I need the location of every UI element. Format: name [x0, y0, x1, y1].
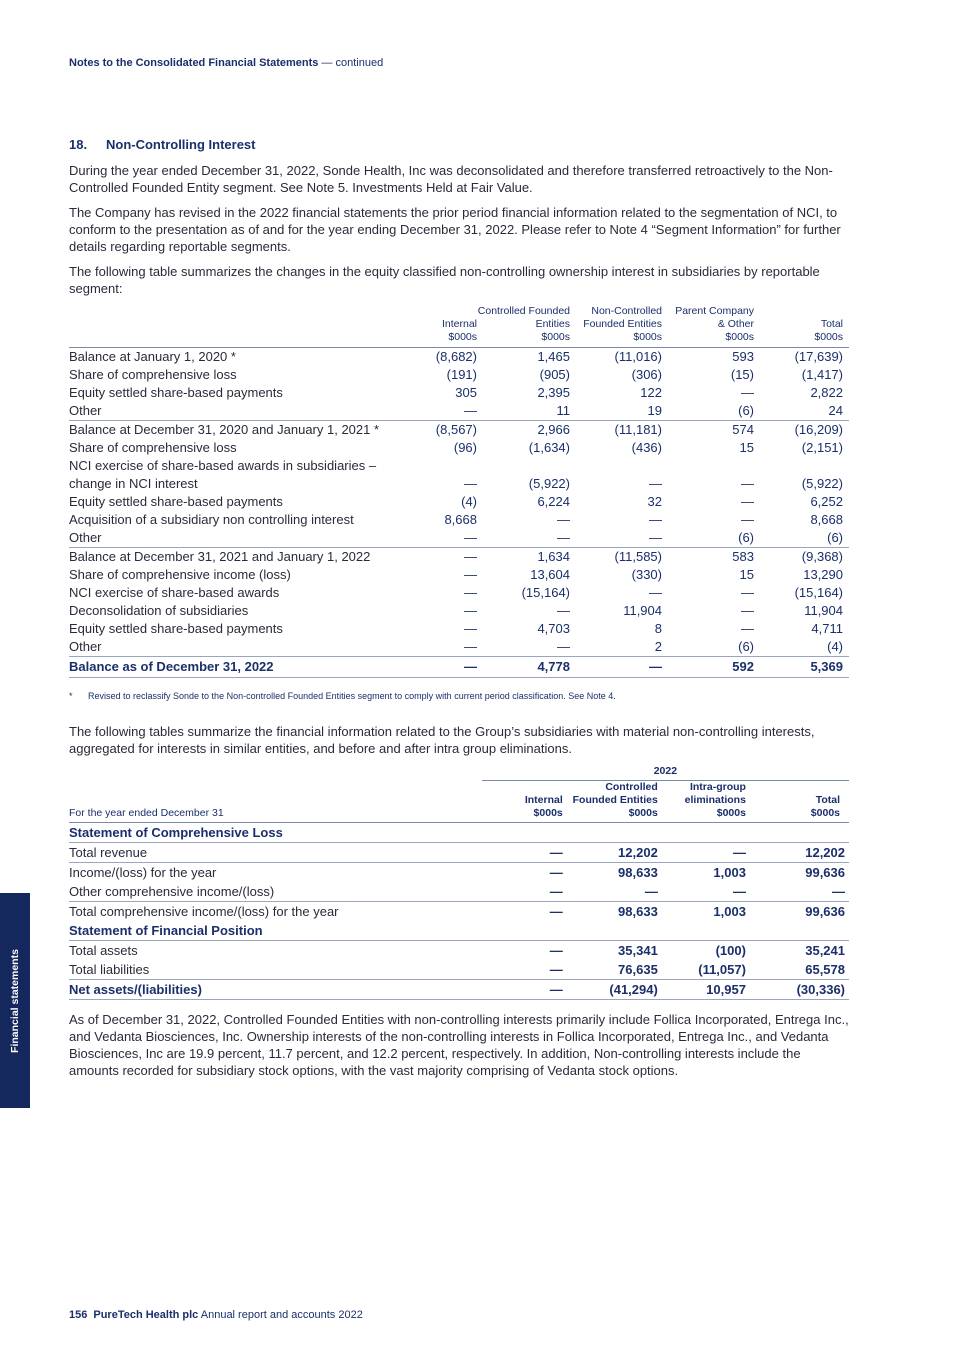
- table-cell: (2,151): [801, 440, 843, 455]
- header-suffix: — continued: [318, 57, 384, 69]
- table-cell: —: [549, 865, 563, 880]
- row-label: Share of comprehensive loss: [69, 367, 237, 382]
- table-cell: 32: [647, 494, 662, 509]
- table-cell: (96): [453, 440, 477, 455]
- table-cell: —: [549, 904, 563, 919]
- table-cell: 8: [654, 621, 662, 636]
- section-heading: [69, 136, 849, 153]
- table-cell: —: [464, 603, 477, 618]
- column-header: Non-Controlled Founded Entities $000s: [583, 305, 662, 343]
- subsidiary-financials-table: [69, 765, 849, 1000]
- table-cell: 1,003: [713, 904, 746, 919]
- header-title: Notes to the Consolidated Financial Statements: [69, 57, 319, 69]
- table-cell: —: [464, 530, 477, 545]
- table-cell: (4): [827, 639, 843, 654]
- table-cell: 122: [640, 385, 662, 400]
- row-label: Equity settled share-based payments: [69, 494, 283, 509]
- table-cell: 65,578: [805, 962, 845, 977]
- table-header-row: [69, 305, 849, 348]
- table-cell: (30,336): [796, 982, 845, 997]
- table-cell: 6,224: [537, 494, 570, 509]
- table-cell: 15: [739, 567, 754, 582]
- table-cell: —: [549, 943, 563, 958]
- table-cell: —: [549, 845, 563, 860]
- document-title: Annual report and accounts 2022: [200, 1309, 363, 1321]
- table-cell: —: [464, 549, 477, 564]
- table-cell: 583: [732, 549, 754, 564]
- column-header: Controlled Founded Entities $000s: [477, 305, 570, 343]
- table-cell: —: [464, 639, 477, 654]
- row-label: NCI exercise of share-based awards in subsidiaries – change in NCI interest: [69, 458, 377, 491]
- table-cell: 1,003: [713, 865, 746, 880]
- row-label: Balance at December 31, 2020 and January 1, 2021 *: [69, 422, 380, 437]
- year-header: 2022: [482, 765, 849, 781]
- table-row: [69, 566, 849, 584]
- table-cell: (15,164): [794, 585, 843, 600]
- table-cell: (330): [631, 567, 662, 582]
- paragraph: The Company has revised in the 2022 financial statements the prior period financial information related to the segmentation of NCI, to conform to the presentation as of and for the year ending December 31, 2022. Please refer to Note 4 “Segment Information” for further details regarding reportable segments.: [69, 205, 841, 254]
- table-cell: —: [557, 639, 570, 654]
- table-cell: (100): [715, 943, 746, 958]
- paragraph: The following table summarizes the changes in the equity classified non-controlling ownership interest in subsidiaries by reportable segment:: [69, 264, 820, 296]
- table-header-row: [69, 781, 849, 823]
- row-label: Total revenue: [69, 845, 148, 860]
- table-cell: —: [649, 585, 662, 600]
- table-cell: 13,290: [803, 567, 843, 582]
- table-cell: 5,369: [810, 659, 843, 674]
- table-cell: —: [649, 530, 662, 545]
- table-cell: 12,202: [805, 845, 845, 860]
- table-cell: (6): [738, 530, 754, 545]
- row-label: Share of comprehensive income (loss): [69, 567, 291, 582]
- table-row: [69, 384, 849, 402]
- section-tab[interactable]: [0, 893, 30, 1108]
- table-row: [69, 902, 849, 922]
- table-cell: 4,711: [811, 621, 843, 636]
- column-header: Intra-group eliminations $000s: [684, 781, 746, 819]
- table-cell: 2,966: [537, 422, 570, 437]
- header-cell-empty: [69, 305, 397, 348]
- page-number: 156: [69, 1309, 88, 1321]
- table-cell: —: [741, 385, 754, 400]
- table-cell: (436): [631, 440, 662, 455]
- paragraph: The following tables summarize the financial information related to the Group’s subsidiaries with material non-controlling interests, aggregated for interests in similar entities, and before and after intra group eliminations.: [69, 724, 815, 756]
- table-cell: (1,634): [528, 440, 570, 455]
- table-cell: 24: [828, 403, 843, 418]
- table-row: [69, 548, 849, 567]
- table-cell: —: [557, 530, 570, 545]
- table-row: [69, 620, 849, 638]
- row-label: Other comprehensive income/(loss): [69, 884, 275, 899]
- table-row: [69, 511, 849, 529]
- table-cell: (17,639): [794, 349, 843, 364]
- table-cell: 8,668: [810, 512, 843, 527]
- row-label: Other: [69, 530, 102, 545]
- table-cell: (4): [461, 494, 477, 509]
- table-cell: —: [549, 982, 563, 997]
- year-header-row: [69, 765, 849, 781]
- column-header: Parent Company & Other $000s: [675, 305, 754, 343]
- table-cell: (11,016): [614, 349, 662, 364]
- row-label: Other: [69, 639, 102, 654]
- row-label: Other: [69, 403, 102, 418]
- table-cell: 99,636: [805, 904, 845, 919]
- footnote-mark: *: [69, 691, 73, 701]
- table-cell: 1,465: [537, 349, 570, 364]
- row-label: Total comprehensive income/(loss) for the year: [69, 904, 339, 919]
- table-cell: 4,778: [537, 659, 570, 674]
- table-cell: 99,636: [805, 865, 845, 880]
- row-label: Total liabilities: [69, 962, 150, 977]
- table-cell: —: [464, 621, 477, 636]
- row-label: NCI exercise of share-based awards: [69, 585, 280, 600]
- table-row: [69, 941, 849, 961]
- table-cell: (41,294): [609, 982, 658, 997]
- table-row: [69, 529, 849, 548]
- paragraph: During the year ended December 31, 2022, Sonde Health, Inc was deconsolidated and therefore transferred retroactively to the Non-Controlled Founded Entity segment. See Note 5. Investments Held at Fair Value.: [69, 163, 833, 195]
- table-row: [69, 882, 849, 902]
- section-title: Statement of Comprehensive Loss: [69, 823, 849, 843]
- table-cell: 574: [732, 422, 754, 437]
- table-row: [69, 863, 849, 883]
- row-label: Balance at December 31, 2021 and January 1, 2022: [69, 549, 371, 564]
- table-cell: 10,957: [706, 982, 746, 997]
- table-cell: (1,417): [801, 367, 843, 382]
- column-header: Total $000s: [810, 794, 840, 819]
- table-cell: 13,604: [530, 567, 570, 582]
- row-label: Total assets: [69, 943, 138, 958]
- table-cell: —: [557, 512, 570, 527]
- table-cell: —: [464, 476, 477, 491]
- table-cell: —: [557, 603, 570, 618]
- table-cell: 2,822: [810, 385, 843, 400]
- section-tab-label: Financial statements: [9, 948, 21, 1053]
- table-cell: 305: [455, 385, 477, 400]
- row-label: Acquisition of a subsidiary non controlling interest: [69, 512, 354, 527]
- table-cell: 8,668: [444, 512, 477, 527]
- table-cell: (8,682): [435, 349, 477, 364]
- page-footer: [69, 1309, 363, 1321]
- table-cell: —: [741, 512, 754, 527]
- row-label: Balance as of December 31, 2022: [69, 659, 274, 674]
- table-cell: (16,209): [794, 422, 843, 437]
- table-row: [69, 657, 849, 678]
- table-cell: 11: [556, 403, 570, 418]
- table-row: [69, 638, 849, 657]
- row-label: Income/(loss) for the year: [69, 865, 217, 880]
- table-cell: —: [464, 585, 477, 600]
- table-body: [69, 348, 849, 678]
- table-cell: 592: [732, 659, 754, 674]
- column-header: Controlled Founded Entities $000s: [572, 781, 658, 819]
- table-cell: (191): [446, 367, 477, 382]
- table-cell: (11,585): [614, 549, 662, 564]
- table-cell: 35,341: [618, 943, 658, 958]
- table-cell: —: [549, 884, 563, 899]
- section-header-row: [69, 921, 849, 941]
- table-row: [69, 348, 849, 367]
- nci-changes-table: [69, 305, 849, 678]
- table-cell: (6): [827, 530, 843, 545]
- table-cell: 98,633: [618, 904, 658, 919]
- table-row: [69, 843, 849, 863]
- column-header: Internal $000s: [441, 318, 477, 343]
- table-cell: —: [741, 603, 754, 618]
- table-row: [69, 493, 849, 511]
- table-cell: (5,922): [528, 476, 570, 491]
- table-row: [69, 366, 849, 384]
- table-cell: (11,057): [698, 962, 746, 977]
- footnote: [69, 688, 849, 705]
- table-cell: —: [464, 567, 477, 582]
- table-cell: 98,633: [618, 865, 658, 880]
- table-cell: —: [741, 621, 754, 636]
- table-cell: (15): [730, 367, 754, 382]
- column-header: Internal $000s: [524, 794, 563, 819]
- table-cell: 4,703: [537, 621, 570, 636]
- table-cell: —: [741, 585, 754, 600]
- main-content: [69, 136, 849, 1087]
- table-row: [69, 421, 849, 440]
- table-row: [69, 960, 849, 980]
- page-header: [69, 57, 383, 69]
- table-cell: (8,567): [435, 422, 477, 437]
- table-cell: (306): [631, 367, 662, 382]
- section-title: Non-Controlling Interest: [106, 137, 256, 152]
- table-cell: 2,395: [537, 385, 570, 400]
- table-cell: (11,181): [614, 422, 662, 437]
- row-label: Deconsolidation of subsidiaries: [69, 603, 249, 618]
- table-cell: —: [741, 494, 754, 509]
- company-name: PureTech Health plc: [93, 1309, 199, 1321]
- table-row: [69, 457, 849, 493]
- table-row: [69, 439, 849, 457]
- table-cell: 11,904: [804, 603, 843, 618]
- row-label: Equity settled share-based payments: [69, 385, 283, 400]
- table-cell: 2: [654, 639, 662, 654]
- table-cell: —: [649, 476, 662, 491]
- table-cell: 6,252: [810, 494, 843, 509]
- closing-paragraph: As of December 31, 2022, Controlled Founded Entities with non-controlling interests primarily include Follica Incorporated, Entrega Inc., and Vedanta Biosciences, Inc. Ownership interests of the non-controlling interests in Follica Incorporated, Entrega Inc., and Vedanta Biosciences, Inc are 19.9 percent, 11.7 percent, and 12.2 percent, respectively. In addition, Non-controlling interests include the amounts recorded for subsidiary stock options, with the vast majority comprising of Vedanta stock options.: [69, 1012, 849, 1078]
- table-row: [69, 584, 849, 602]
- table-row: [69, 402, 849, 421]
- table-row: [69, 980, 849, 1000]
- column-header: Total $000s: [814, 318, 843, 343]
- table-cell: —: [649, 512, 662, 527]
- table-cell: —: [741, 476, 754, 491]
- row-label: Equity settled share-based payments: [69, 621, 283, 636]
- table-cell: 76,635: [618, 962, 658, 977]
- table-cell: (9,368): [801, 549, 843, 564]
- table-cell: 1,634: [537, 549, 570, 564]
- table-cell: (6): [738, 403, 754, 418]
- table-cell: 15: [739, 440, 754, 455]
- table-cell: —: [644, 884, 658, 899]
- table-cell: 12,202: [618, 845, 658, 860]
- table-cell: 19: [647, 403, 662, 418]
- table-cell: —: [464, 403, 477, 418]
- table-cell: 593: [732, 349, 754, 364]
- table-cell: 35,241: [805, 943, 845, 958]
- section-title: Statement of Financial Position: [69, 921, 849, 941]
- table-cell: (15,164): [521, 585, 570, 600]
- table-cell: —: [832, 884, 845, 899]
- table-cell: —: [732, 884, 746, 899]
- footnote-text: Revised to reclassify Sonde to the Non-controlled Founded Entities segment to comply with current period classification. See Note 4.: [88, 691, 616, 701]
- row-label: Balance at January 1, 2020 *: [69, 349, 236, 364]
- row-label: Net assets/(liabilities): [69, 982, 202, 997]
- table-row: [69, 602, 849, 620]
- table-cell: —: [649, 659, 662, 674]
- table-cell: (5,922): [801, 476, 843, 491]
- table-cell: —: [464, 659, 477, 674]
- table-body: [69, 823, 849, 1000]
- row-header-label: For the year ended December 31: [69, 807, 224, 819]
- section-header-row: [69, 823, 849, 843]
- section-number: 18.: [69, 137, 88, 152]
- table-cell: (905): [539, 367, 570, 382]
- table-cell: —: [732, 845, 746, 860]
- row-label: Share of comprehensive loss: [69, 440, 237, 455]
- table-cell: (6): [738, 639, 754, 654]
- table-cell: 11,904: [623, 603, 662, 618]
- table-cell: —: [549, 962, 563, 977]
